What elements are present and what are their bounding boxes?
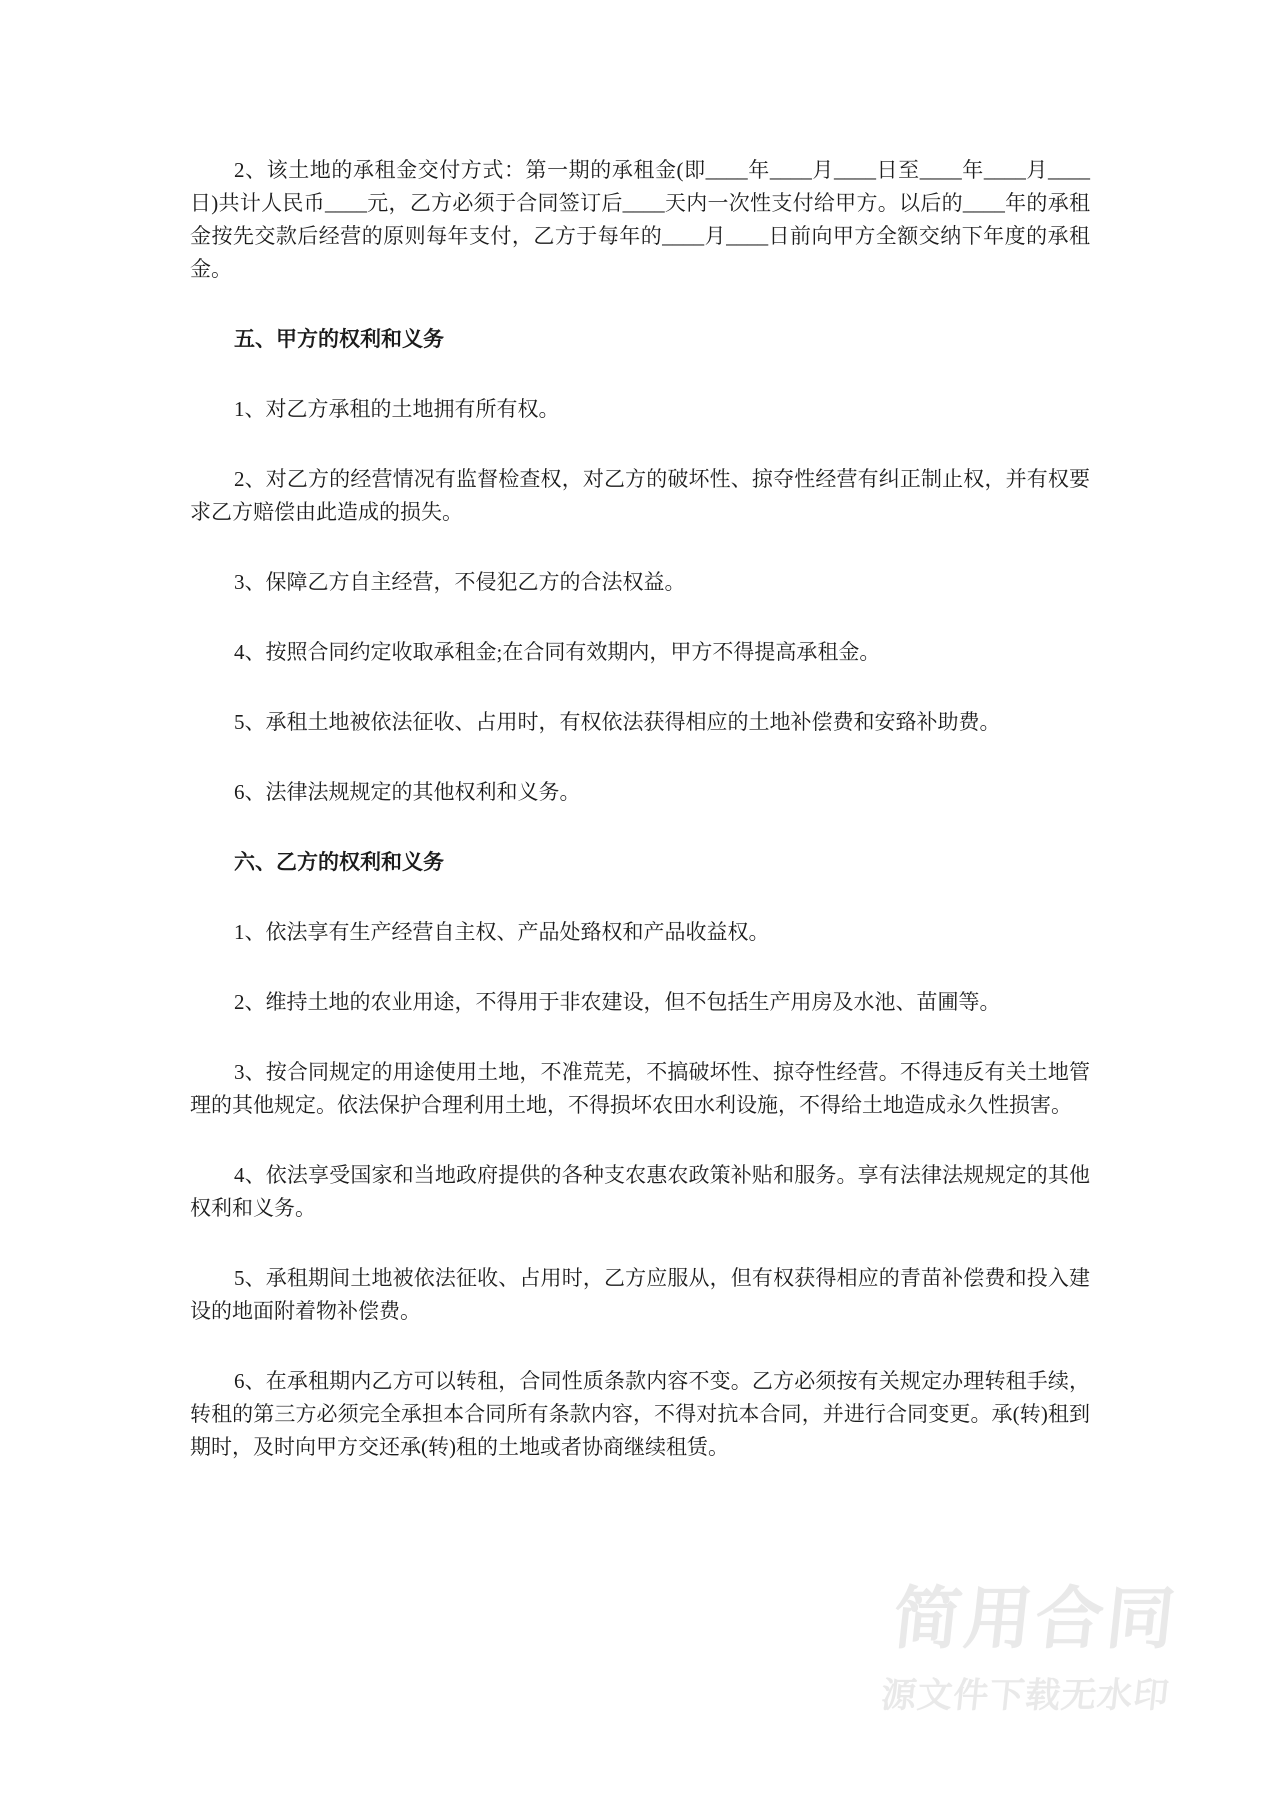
party-a-item-4: 4、按照合同约定收取承租金;在合同有效期内，甲方不得提高承租金。 bbox=[234, 640, 881, 664]
watermark bbox=[879, 1581, 1182, 1715]
party-a-item-2: 2、对乙方的经营情况有监督检查权，对乙方的破坏性、掠夺性经营有纠正制止权，并有权要求乙方赔偿由此造成的损失。 bbox=[190, 467, 1090, 524]
section-heading-party-b-rights: 六、乙方的权利和义务 bbox=[234, 850, 444, 874]
contract-body bbox=[190, 0, 1090, 1464]
party-a-item-1: 1、对乙方承租的土地拥有所有权。 bbox=[234, 397, 560, 421]
clause-rent-payment-method: 2、该土地的承租金交付方式：第一期的承租金(即____年____月____日至____年____月____日)共计人民币____元，乙方必须于合同签订后____天内一次性支付给甲方。以后的____年的承租金按先交款后经营的原则每年支付，乙方于每年的____月____日前向甲方全额交纳下年度的承租金。 bbox=[190, 158, 1090, 281]
party-b-item-6: 6、在承租期内乙方可以转租，合同性质条款内容不变。乙方必须按有关规定办理转租手续，转租的第三方必须完全承担本合同所有条款内容，不得对抗本合同，并进行合同变更。承(转)租到期时，及时向甲方交还承(转)租的土地或者协商继续租赁。 bbox=[190, 1369, 1090, 1459]
party-b-item-5: 5、承租期间土地被依法征收、占用时，乙方应服从，但有权获得相应的青苗补偿费和投入建设的地面附着物补偿费。 bbox=[190, 1266, 1090, 1323]
party-a-item-5: 5、承租土地被依法征收、占用时，有权依法获得相应的土地补偿费和安臵补助费。 bbox=[234, 710, 1001, 734]
party-a-item-3: 3、保障乙方自主经营，不侵犯乙方的合法权益。 bbox=[234, 570, 686, 594]
watermark-brand-text: 简用合同 bbox=[889, 1581, 1182, 1657]
watermark-subtitle-text: 源文件下载无水印 bbox=[879, 1676, 1172, 1715]
party-a-item-6: 6、法律法规规定的其他权利和义务。 bbox=[234, 780, 581, 804]
party-b-item-4: 4、依法享受国家和当地政府提供的各种支农惠农政策补贴和服务。享有法律法规规定的其他权利和义务。 bbox=[190, 1163, 1090, 1220]
party-b-item-2: 2、维持土地的农业用途，不得用于非农建设，但不包括生产用房及水池、苗圃等。 bbox=[234, 990, 1001, 1014]
party-b-item-1: 1、依法享有生产经营自主权、产品处臵权和产品收益权。 bbox=[234, 920, 770, 944]
party-b-item-3: 3、按合同规定的用途使用土地，不准荒芜，不搞破坏性、掠夺性经营。不得违反有关土地管理的其他规定。依法保护合理利用土地，不得损坏农田水利设施，不得给土地造成永久性损害。 bbox=[190, 1060, 1090, 1117]
section-heading-party-a-rights: 五、甲方的权利和义务 bbox=[234, 327, 444, 351]
